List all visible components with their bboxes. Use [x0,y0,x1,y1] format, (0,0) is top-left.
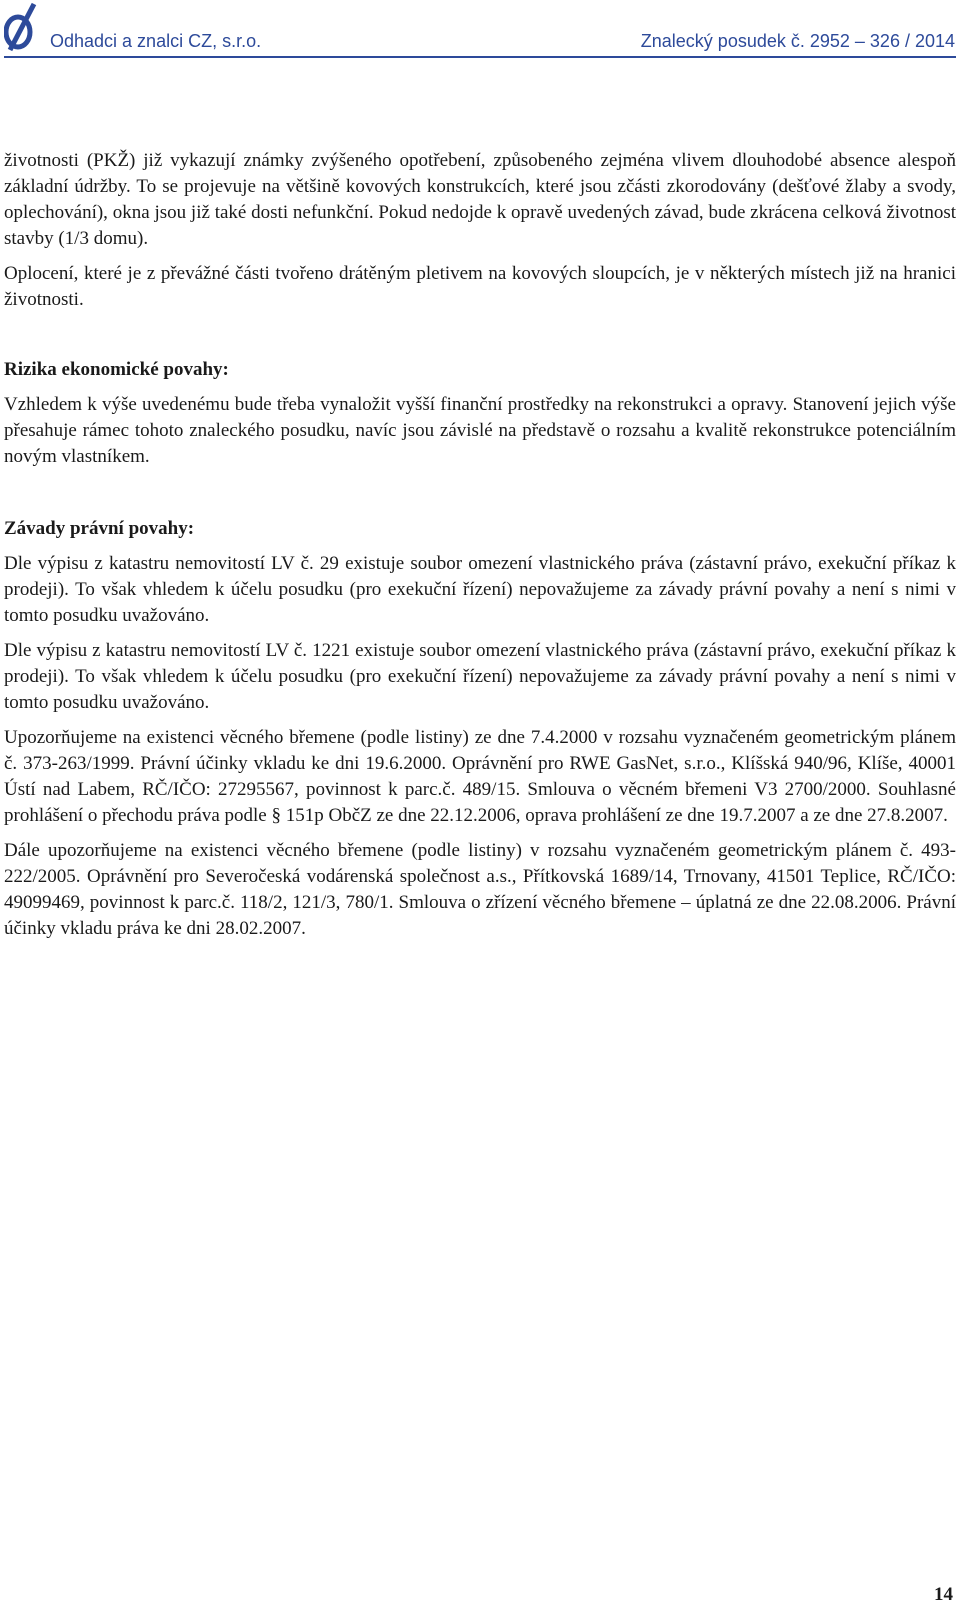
paragraph-economic: Vzhledem k výše uvedenému bude třeba vynaložit vyšší finanční prostředky na rekonstrukci a opravy. Stanovení jejich výše přesahuje rámec tohoto znaleckého posudku, navíc jsou závislé na představě o rozsahu a kvalitě rekonstrukce potenciálním novým vlastníkem. [4,394,956,467]
heading-economic-risks: Rizika ekonomické povahy: [4,359,229,380]
heading-legal-defects: Závady právní povahy: [4,518,195,539]
page-number: 14 [934,1584,953,1605]
paragraph-fence: Oplocení, které je z převážné části tvořeno drátěným pletivem na kovových sloupcích, je v některých místech již na hranici životnosti. [4,263,956,310]
paragraph-wear: životnosti (PKŽ) již vykazují známky zvýšeného opotřebení, způsobeného zejména vlivem dlouhodobé absence alespoň základní údržby. To se projevuje na většině kovových konstrukcích, které jsou zčásti zkorodovány (dešťové žlaby a svody, oplechování), okna jsou již také dosti nefunkční. Pokud nedojde k opravě uvedených závad, bude zkrácena celková životnost stavby (1/3 domu). [4,150,956,249]
paragraph-easement-water: Dále upozorňujeme na existenci věcného břemene (podle listiny) v rozsahu vyznačeném geometrickým plánem č. 493-222/2005. Oprávnění pro Severočeská vodárenská společnost a.s., Přítkovská 1689/14, Trnovany, 41501 Teplice, RČ/IČO: 49099469, povinnost k parc.č. 118/2, 121/3, 780/1. Smlouva o zřízení věcného břemene – úplatná ze dne 22.08.2006. Právní účinky vkladu práva ke dni 28.02.2007. [4,840,956,939]
company-name: Odhadci a znalci CZ, s.r.o. [50,31,262,51]
paragraph-lv1221: Dle výpisu z katastru nemovitostí LV č. 1221 existuje soubor omezení vlastnického práva (zástavní právo, exekuční příkaz k prodeji). To však vhledem k účelu posudku (pro exekuční řízení) nepovažujeme za závady právní povahy a není s nimi v tomto posudku uvažováno. [4,640,956,713]
header-divider [4,56,956,58]
document-body [4,148,956,951]
company-logo-icon [4,2,38,52]
paragraph-lv29: Dle výpisu z katastru nemovitostí LV č. 29 existuje soubor omezení vlastnického práva (zástavní právo, exekuční příkaz k prodeji). To však vhledem k účelu posudku (pro exekuční řízení) nepovažujeme za závady právní povahy a není s nimi v tomto posudku uvažováno. [4,553,956,626]
report-reference: Znalecký posudek č. 2952 – 326 / 2014 [640,31,955,51]
paragraph-easement-rwe: Upozorňujeme na existenci věcného břemene (podle listiny) ze dne 7.4.2000 v rozsahu vyznačeném geometrickým plánem č. 373-263/1999. Právní účinky vkladu ke dni 19.6.2000. Oprávnění pro RWE GasNet, s.r.o., Klíšská 940/96, Klíše, 40001 Ústí nad Labem, RČ/IČO: 27295567, povinnost k parc.č. 489/15. Smlouva o věcném břemeni V3 2700/2000. Souhlasné prohlášení o přechodu práva podle § 151p ObčZ ze dne 22.12.2006, oprava prohlášení ze dne 19.7.2007 a ze dne 27.8.2007. [4,727,956,826]
page-header [0,0,960,60]
